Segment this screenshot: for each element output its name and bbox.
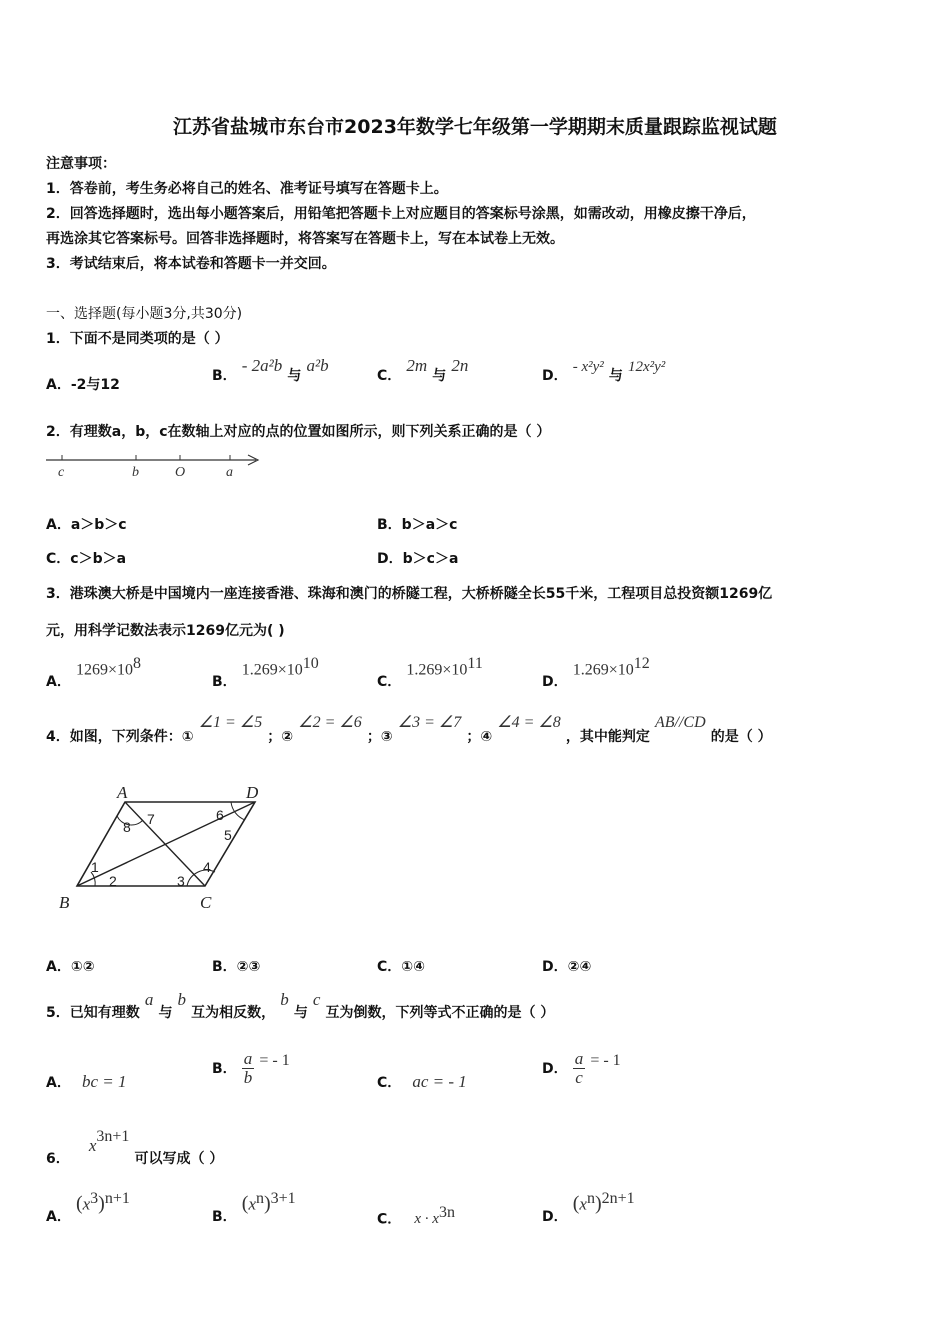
- math-base: x: [579, 1194, 587, 1214]
- stem-text: ；④: [466, 729, 493, 745]
- q1-option-c[interactable]: [377, 356, 469, 385]
- math-exponent: n: [586, 1190, 595, 1207]
- q6-option-d[interactable]: [542, 1190, 635, 1226]
- question-5-stem: [46, 990, 555, 1021]
- variable-b: b: [177, 990, 187, 1009]
- fraction: [573, 1050, 586, 1087]
- math-expression: 1.269×10: [572, 661, 634, 679]
- stem-text: ，其中能判定: [565, 729, 650, 745]
- stem-text: 的是（ ）: [710, 729, 772, 745]
- q5-option-d[interactable]: [542, 1050, 621, 1087]
- math-expression: = - 1: [259, 1052, 290, 1069]
- conjunction: 与: [287, 368, 302, 384]
- condition-4: ∠4 = ∠8: [497, 714, 561, 731]
- angle-label-3: 3: [177, 873, 185, 889]
- q4-option-d[interactable]: D．②④: [542, 959, 592, 975]
- vertex-label-c: C: [200, 893, 212, 912]
- q1-option-d[interactable]: [542, 359, 666, 385]
- math-exponent: 3+1: [270, 1190, 296, 1207]
- q1-option-a[interactable]: A．-2与12: [46, 377, 120, 393]
- fraction-denominator: b: [243, 1068, 253, 1087]
- target-relation: AB//CD: [654, 714, 706, 731]
- math-exponent: 10: [302, 655, 319, 672]
- math-base: x: [82, 1194, 91, 1214]
- condition-2: ∠2 = ∠6: [298, 714, 362, 731]
- number-line-figure: [44, 450, 266, 480]
- fraction-numerator: a: [243, 1049, 253, 1068]
- option-label: B．: [212, 368, 237, 384]
- vertex-label-a: A: [117, 783, 128, 802]
- variable-a: a: [144, 990, 154, 1009]
- paren-open: (: [241, 1192, 249, 1215]
- angle-label-1: 1: [91, 859, 99, 875]
- option-label: D．: [542, 1209, 568, 1226]
- q4-option-b[interactable]: B．②③: [212, 959, 261, 975]
- q4-option-c[interactable]: C．①④: [377, 959, 425, 975]
- fraction-numerator: a: [574, 1049, 584, 1068]
- math-exponent: n+1: [104, 1190, 130, 1207]
- math-expression: = - 1: [590, 1052, 621, 1069]
- axis-label-b: b: [132, 465, 139, 480]
- question-1-stem: 1．下面不是同类项的是（ ）: [46, 331, 229, 347]
- condition-1: ∠1 = ∠5: [198, 714, 263, 731]
- option-label: D．: [542, 674, 568, 691]
- q4-option-a[interactable]: A．①②: [46, 959, 95, 975]
- q3-option-a[interactable]: [46, 655, 141, 691]
- q1-option-b[interactable]: [212, 356, 329, 385]
- paren-close: ): [594, 1192, 602, 1215]
- q3-option-d[interactable]: [542, 655, 650, 691]
- math-expression: bc = 1: [81, 1072, 127, 1091]
- angle-label-7: 7: [147, 811, 155, 827]
- math-exponent: 3: [90, 1190, 99, 1207]
- math-base: x: [248, 1194, 256, 1214]
- conjunction: 与: [608, 368, 623, 384]
- math-expression: ac = - 1: [412, 1072, 467, 1091]
- stem-text: 与: [293, 1005, 308, 1021]
- math-exponent: 8: [132, 655, 141, 672]
- angle-label-4: 4: [203, 859, 211, 875]
- question-3-stem-line2: 元，用科学记数法表示1269亿元为( ): [46, 623, 285, 639]
- stem-text: 与: [158, 1005, 173, 1021]
- math-exponent: 11: [467, 655, 483, 672]
- angle-label-8: 8: [123, 819, 131, 835]
- math-base: x: [88, 1136, 97, 1156]
- question-3-stem: 3．港珠澳大桥是中国境内一座连接香港、珠海和澳门的桥隧工程，大桥桥隧全长55千米，工程项目总投资额1269亿: [46, 586, 773, 602]
- notice-item: 3．考试结束后，将本试卷和答题卡一并交回。: [46, 256, 336, 272]
- fraction-denominator: c: [575, 1068, 583, 1087]
- math-expression: 1.269×10: [241, 661, 303, 679]
- axis-label-c: c: [58, 465, 65, 480]
- math-expression: 2n: [451, 356, 469, 375]
- paren-close: ): [263, 1192, 271, 1215]
- axis-label-a: a: [226, 465, 233, 480]
- q3-option-b[interactable]: [212, 655, 319, 691]
- stem-text: 6．: [46, 1151, 70, 1168]
- math-expression: - x²y²: [572, 359, 604, 375]
- math-expression: 1269×10: [75, 661, 133, 679]
- paren-open: (: [75, 1192, 83, 1215]
- question-2-stem: 2．有理数a，b，c在数轴上对应的点的位置如图所示，则下列关系正确的是（ ）: [46, 424, 551, 440]
- paren-open: (: [572, 1192, 580, 1215]
- q3-option-c[interactable]: [377, 655, 483, 691]
- stem-text: 互为倒数，下列等式不正确的是（ ）: [325, 1005, 555, 1021]
- math-exponent: 2n+1: [601, 1190, 635, 1207]
- option-label: A．: [46, 674, 71, 691]
- option-label: A．: [46, 1209, 71, 1226]
- math-exponent: 12: [633, 655, 650, 672]
- vertex-label-d: D: [246, 783, 259, 802]
- question-4-stem: [46, 712, 772, 745]
- option-label: B．: [212, 1209, 237, 1226]
- math-expression: - 2a²b: [241, 356, 283, 375]
- math-exponent: 3n: [438, 1204, 455, 1221]
- vertex-label-b: B: [59, 893, 70, 912]
- stem-text: 5．已知有理数: [46, 1005, 140, 1021]
- q6-option-a[interactable]: [46, 1190, 130, 1226]
- variable-c: c: [312, 990, 321, 1009]
- notice-item: 再选涂其它答案标号。回答非选择题时，将答案写在答题卡上，写在本试卷上无效。: [46, 231, 564, 247]
- stem-text: ；②: [267, 729, 294, 745]
- q6-option-b[interactable]: [212, 1190, 296, 1226]
- stem-text: 4．如图，下列条件：①: [46, 729, 194, 745]
- angle-label-6: 6: [216, 807, 224, 823]
- math-expression: 2m: [406, 356, 428, 375]
- q5-option-b[interactable]: [212, 1050, 290, 1087]
- notice-item: 2．回答选择题时，选出每小题答案后，用铅笔把答题卡上对应题目的答案标号涂黑，如需改动，用橡皮擦干净后，: [46, 206, 756, 222]
- option-label: C．: [377, 674, 402, 691]
- math-expression: a²b: [306, 356, 329, 375]
- angle-label-5: 5: [224, 827, 232, 843]
- variable-b: b: [280, 990, 289, 1009]
- fraction: [242, 1050, 255, 1087]
- notice-item: 1．答卷前，考生务必将自己的姓名、准考证号填写在答题卡上。: [46, 181, 448, 197]
- math-expression: 1.269×10: [406, 661, 468, 679]
- diagonal-bd: [77, 802, 255, 886]
- option-label: B．: [212, 1061, 237, 1077]
- stem-text: 互为相反数，: [191, 1005, 276, 1021]
- q6-option-c[interactable]: [377, 1204, 455, 1228]
- axis-label-o: O: [175, 465, 186, 480]
- q2-option-a[interactable]: A．a＞b＞c: [46, 517, 127, 533]
- math-expression: x · x: [414, 1211, 439, 1228]
- q5-option-c[interactable]: [377, 1072, 467, 1092]
- condition-3: ∠3 = ∠7: [397, 714, 462, 731]
- q2-option-c[interactable]: C．c＞b＞a: [46, 551, 127, 567]
- conjunction: 与: [432, 368, 447, 384]
- angle-label-2: 2: [109, 873, 117, 889]
- notice-heading: 注意事项：: [46, 156, 116, 172]
- q5-option-a[interactable]: [46, 1072, 126, 1092]
- option-label: D．: [542, 1061, 568, 1077]
- angle-arc: [231, 802, 245, 820]
- math-expression: 12x²y²: [627, 359, 666, 375]
- paren-close: ): [98, 1192, 105, 1215]
- option-label: D．: [542, 368, 568, 384]
- page-title: 江苏省盐城市东台市2023年数学七年级第一学期期末质量跟踪监视试题: [173, 116, 777, 138]
- option-label: C．: [377, 368, 402, 384]
- option-label: B．: [212, 674, 237, 691]
- math-exponent: 3n+1: [96, 1128, 130, 1145]
- stem-text: ；③: [366, 729, 393, 745]
- option-label: A．: [46, 1075, 71, 1091]
- stem-text: 可以写成（ ）: [134, 1151, 224, 1168]
- q2-option-b[interactable]: B．b＞a＞c: [377, 517, 458, 533]
- option-label: C．: [377, 1075, 402, 1091]
- q2-option-d[interactable]: D．b＞c＞a: [377, 551, 459, 567]
- math-exponent: n: [255, 1190, 264, 1207]
- option-label: C．: [377, 1211, 402, 1228]
- section-heading: 一、选择题(每小题3分,共30分): [46, 306, 243, 322]
- question-6-stem: [46, 1128, 224, 1168]
- parallelogram-figure: [55, 780, 275, 915]
